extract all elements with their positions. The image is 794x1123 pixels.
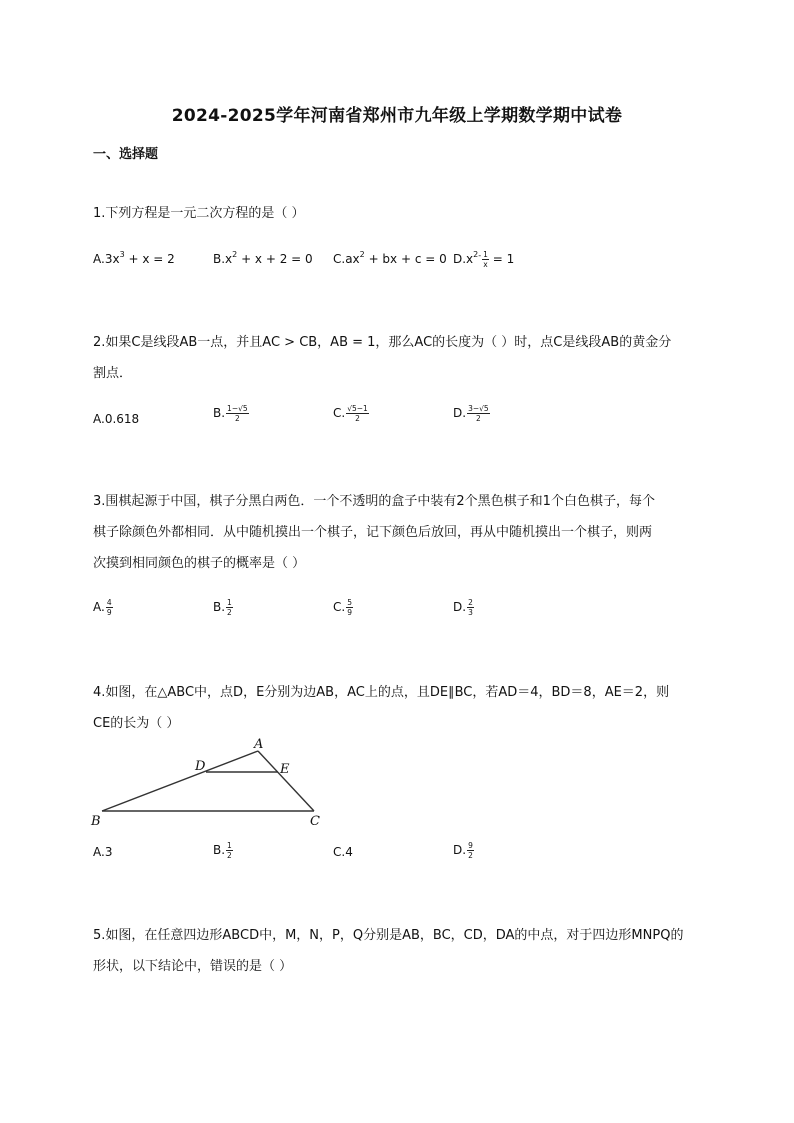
question-2-option-d: D. $\frac{3-√5}{2}$ bbox=[453, 404, 489, 423]
question-1-option-c: $C.ax^2$ + bx + c = 0 bbox=[333, 250, 447, 266]
triangle-figure bbox=[90, 735, 330, 830]
question-3-option-c: C. $\frac{5}{9}$ bbox=[333, 598, 352, 617]
question-4-option-d: D. $\frac{9}{2}$ bbox=[453, 841, 473, 860]
question-1-stem: 1.下列方程是一元二次方程的是（ ） bbox=[93, 206, 305, 221]
question-3-stem-line-3: 次摸到相同颜色的棋子的概率是（ ） bbox=[93, 556, 306, 571]
question-3-option-d: D. $\frac{2}{3}$ bbox=[453, 598, 473, 617]
question-3-option-b: B. $\frac{1}{2}$ bbox=[213, 598, 232, 617]
question-4-option-c: C.4 bbox=[333, 845, 353, 859]
question-1-option-a: $A.3x^3 + x = 2$ bbox=[93, 250, 175, 266]
page-title: 2024-2025学年河南省郑州市九年级上学期数学期中试卷 bbox=[171, 106, 623, 126]
question-3-stem-line-1: 3.围棋起源于中国，棋子分黑白两色．一个不透明的盒子中装有2个黑色棋子和1个白色棋子，每个 bbox=[93, 494, 655, 509]
label-b: B bbox=[91, 814, 101, 829]
label-d: D bbox=[195, 759, 206, 774]
question-2-stem-line-2: 割点． bbox=[93, 366, 133, 381]
question-1-option-b: $B.x^2 + x + 2 = 0$ bbox=[213, 250, 313, 266]
question-5-stem-line-1: 5.如图，在任意四边形ABCD中，M，N，P，Q分别是AB，BC，CD，DA的中点，对于四边形MNPQ的 bbox=[93, 928, 684, 943]
question-4-stem-line-2: CE的长为（ ） bbox=[93, 716, 180, 731]
question-1-option-d: $D.x^{2-}$ $\frac{1}{x}$ = 1 bbox=[453, 250, 515, 269]
figure-background bbox=[90, 735, 330, 830]
question-4-option-b: B. $\frac{1}{2}$ bbox=[213, 841, 232, 860]
question-2-option-a: A.0.618 bbox=[93, 412, 140, 426]
question-2-option-c: C. $\frac{√5-1}{2}$ bbox=[333, 404, 368, 423]
question-5-stem-line-2: 形状，以下结论中，错误的是（ ） bbox=[93, 959, 293, 974]
label-e: E bbox=[280, 762, 290, 777]
question-2-stem-line-1: 2.如果C是线段AB一点，并且AC > CB，AB = 1，那么AC的长度为（ ）时，点C是线段AB的黄金分 bbox=[93, 335, 672, 350]
question-2-option-b: B. $\frac{1-√5}{2}$ bbox=[213, 404, 248, 423]
question-4-stem-line-1: 4.如图，在△ABC中，点D，E分别为边AB，AC上的点，且DE∥BC，若AD＝4，BD＝8，AE＝2，则 bbox=[93, 685, 670, 700]
question-3-option-a: A. $\frac{4}{9}$ bbox=[93, 598, 112, 617]
question-3-stem-line-2: 棋子除颜色外都相同．从中随机摸出一个棋子，记下颜色后放回，再从中随机摸出一个棋子，则两 bbox=[93, 525, 653, 540]
label-a: A bbox=[254, 737, 264, 752]
section-heading: 一、选择题 bbox=[93, 147, 159, 162]
label-c: C bbox=[310, 814, 320, 829]
question-4-option-a: A.3 bbox=[93, 845, 113, 859]
